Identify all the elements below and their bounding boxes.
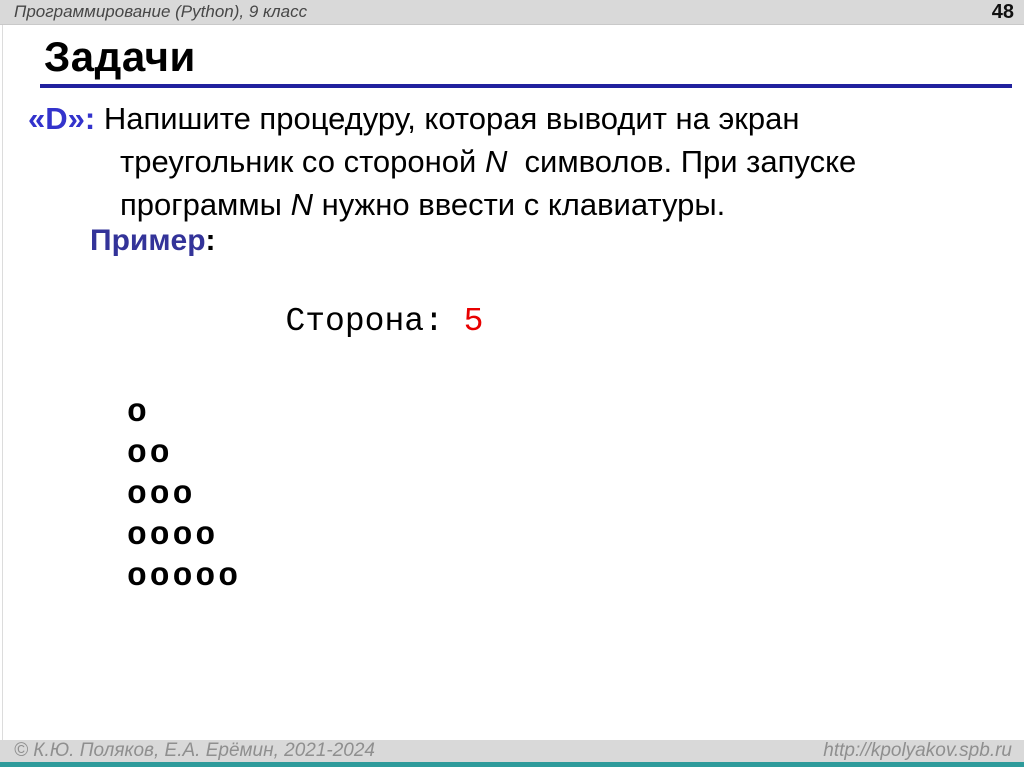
task-text-segment: Напишите процедуру, которая выводит на экран [103, 101, 800, 136]
task-text-segment: «D»: [28, 101, 104, 136]
task-text [28, 97, 968, 226]
slide-footer-bar [0, 740, 1024, 762]
console-input-line [127, 260, 483, 383]
task-line [28, 183, 968, 226]
console-output-line: oooo [127, 517, 219, 554]
task-text-segment: N [484, 144, 508, 179]
example-colon: : [205, 224, 216, 257]
copyright-text: © К.Ю. Поляков, Е.А. Ерёмин, 2021-2024 [14, 740, 375, 761]
task-line [28, 140, 968, 183]
task-text-segment: треугольник со стороной [120, 144, 485, 179]
task-text-segment: символов. При запуске [507, 144, 857, 179]
example-heading [90, 224, 216, 258]
title-underline [40, 84, 1012, 88]
console-input-value: 5 [463, 303, 484, 340]
task-text-segment: программы [120, 187, 291, 222]
console-output-line: ooooo [127, 558, 242, 595]
console-output-line: oo [127, 435, 173, 472]
slide-header-bar [0, 0, 1024, 25]
website-url[interactable]: http://kpolyakov.spb.ru [823, 740, 1012, 761]
task-text-segment: нужно ввести с клавиатуры. [312, 187, 726, 222]
left-edge-line [2, 25, 3, 741]
task-line [28, 97, 968, 140]
console-output [127, 392, 483, 597]
bottom-accent-bar [0, 762, 1024, 767]
course-title: Программирование (Python), 9 класс [14, 2, 308, 21]
task-text-segment: N [290, 187, 313, 222]
slide-title: Задачи [44, 33, 196, 80]
example-console [127, 260, 483, 597]
console-prompt: Сторона: [285, 303, 464, 340]
console-output-line: o [127, 394, 150, 431]
example-label: Пример [90, 224, 206, 257]
console-output-line: ooo [127, 476, 196, 513]
page-number: 48 [991, 0, 1014, 23]
